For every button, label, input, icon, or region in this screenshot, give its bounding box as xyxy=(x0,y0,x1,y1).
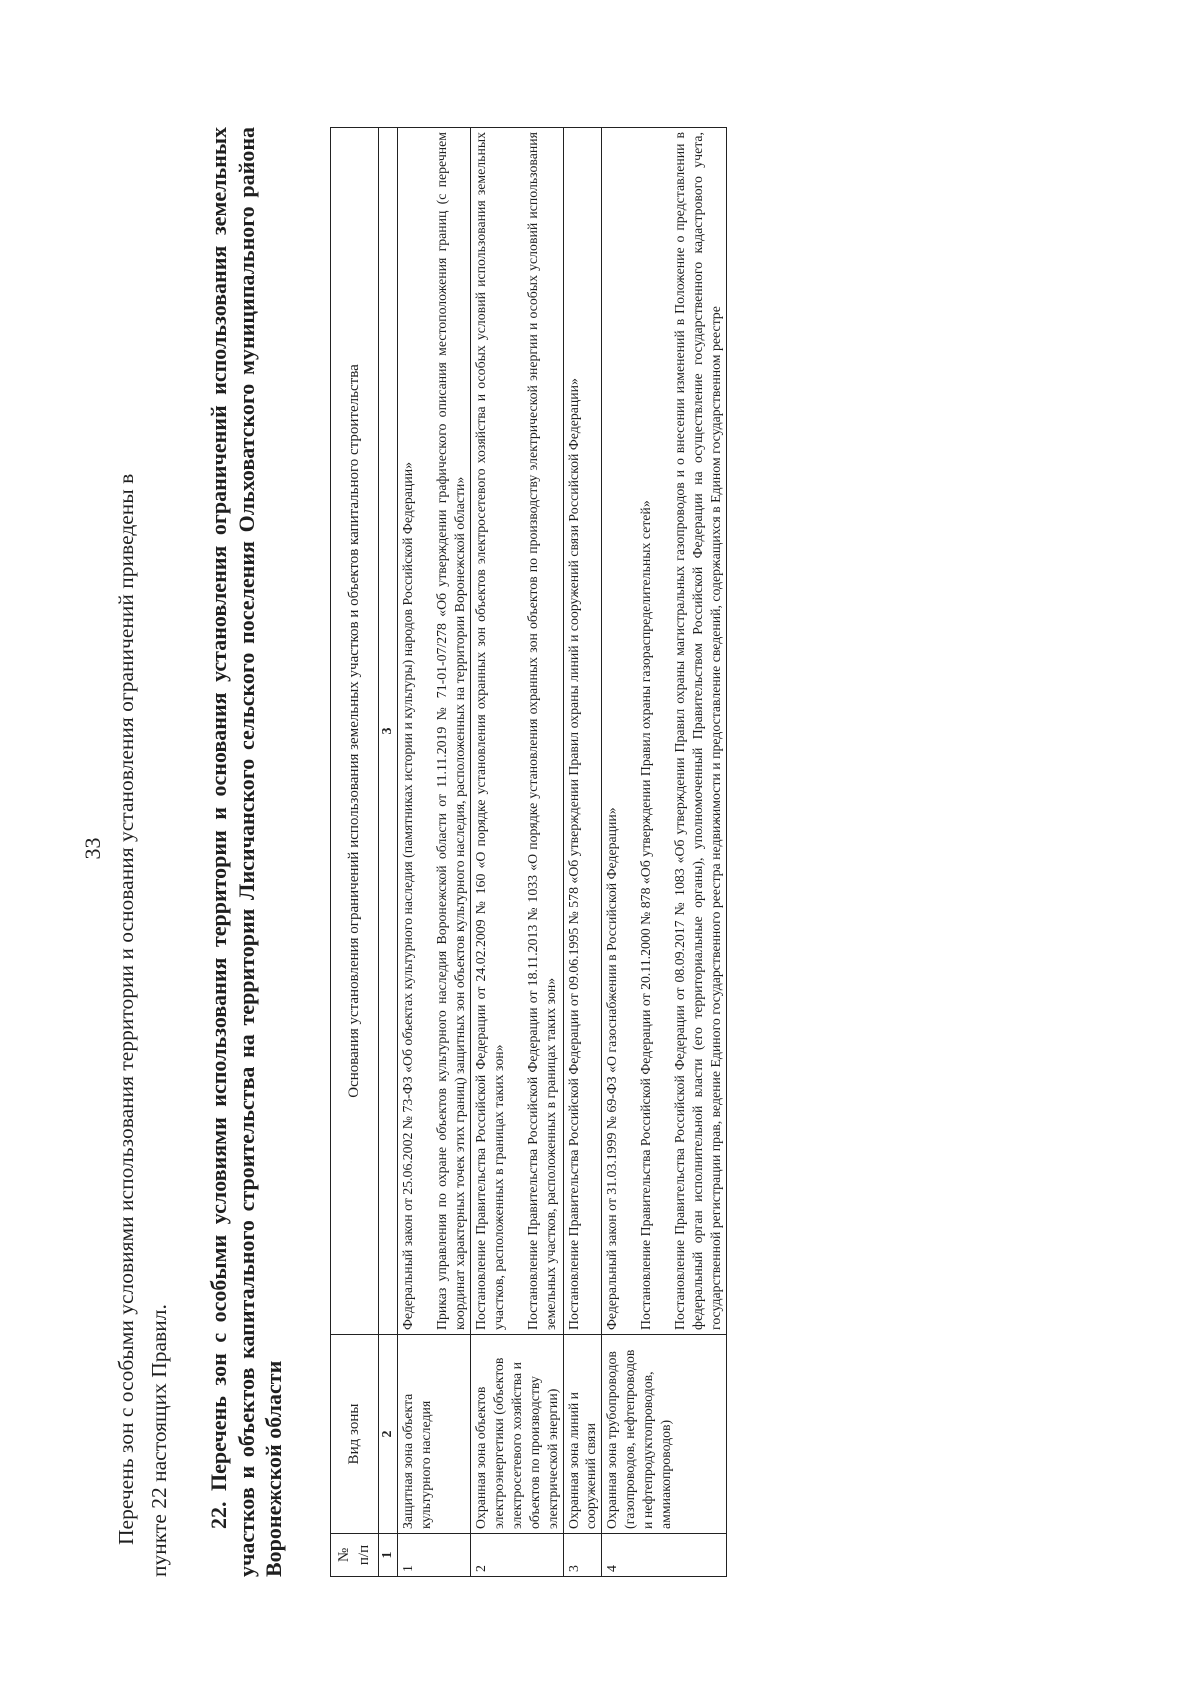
section-title-text: 22. Перечень зон с особыми условиями использования территории и основания установления ограничений использования земельных участков и объектов капитального строительства на территории Лисичанского сельского поселения Ольховатского муниципального района Воронежской области xyxy=(206,127,286,1577)
basis-cell xyxy=(398,128,471,1335)
basis-document: Федеральный закон от 31.03.1999 № 69-ФЗ «О газоснабжении в Российской Федерации» xyxy=(604,807,620,1330)
basis-document: Постановление Правительства Российской Федерации от 20.11.2000 № 878 «Об утверждении Правил охраны газораспределительных сетей» xyxy=(638,500,654,1330)
zone-kind: Охранная зона линий и сооружений связи xyxy=(563,1335,602,1534)
intro-line-2: пункте 22 настоящих Правил. xyxy=(147,1304,172,1577)
zones-table xyxy=(330,127,727,1577)
header-zone-kind: Вид зоны xyxy=(331,1335,379,1534)
row-number: 2 xyxy=(470,1534,563,1577)
basis-document: Приказ управления по охране объектов культурного наследия Воронежской области от 11.11.2019 № 71-01-07/278 «Об утверждении графического описания местоположения границ (с перечнем координат характерных точек этих границ) защитных зон объектов культурного наследия, расположенных на территории Воронежской области» xyxy=(434,132,468,1330)
basis-document: Постановление Правительства Российской Федерации от 18.11.2013 № 1033 «О порядке установления охранных зон объектов по производству электрической энергии и особых условий использования земельных участков, расположенных в границах таких зон» xyxy=(524,132,558,1330)
column-number-row xyxy=(379,128,398,1577)
intro-paragraph xyxy=(110,127,177,1577)
row-number: 4 xyxy=(602,1534,727,1577)
zone-kind: Защитная зона объекта культурного наследия xyxy=(398,1335,471,1534)
table-row xyxy=(398,128,471,1577)
zone-kind: Охранная зона трубопроводов (газопроводов, нефтепроводов и нефтепродуктопроводов, аммиакопроводов) xyxy=(602,1335,727,1534)
basis-cell xyxy=(470,128,563,1335)
basis-document: Федеральный закон от 25.06.2002 № 73-ФЗ «Об объектах культурного наследия (памятниках истории и культуры) народов Российской Федерации» xyxy=(400,462,416,1330)
row-number: 1 xyxy=(398,1534,471,1577)
row-number: 3 xyxy=(563,1534,602,1577)
header-number: № п/п xyxy=(331,1534,379,1577)
column-number: 3 xyxy=(379,128,398,1335)
table-row xyxy=(470,128,563,1577)
table-header-row xyxy=(331,128,379,1577)
page-number: 33 xyxy=(80,837,105,860)
zone-kind: Охранная зона объектов электроэнергетики (объектов электросетевого хозяйства и объектов по производству электрической энергии) xyxy=(470,1335,563,1534)
intro-line-1: Перечень зон с особыми условиями использования территории и основания установления ограничений приведены в xyxy=(114,473,138,1545)
column-number: 1 xyxy=(379,1534,398,1577)
basis-document: Постановление Правительства Российской Федерации от 24.02.2009 № 160 «О порядке установления охранных зон объектов электросетевого хозяйства и особых условий использования земельных участков, расположенных в границах таких зон» xyxy=(472,132,506,1330)
basis-cell xyxy=(602,128,727,1335)
column-number: 2 xyxy=(379,1335,398,1534)
table-row xyxy=(563,128,602,1577)
section-title xyxy=(205,127,288,1577)
table-row xyxy=(602,128,727,1577)
header-basis: Основания установления ограничений использования земельных участков и объектов капитального строительства xyxy=(331,128,379,1335)
basis-cell xyxy=(563,128,602,1335)
basis-document: Постановление Правительства Российской Федерации от 08.09.2017 № 1083 «Об утверждении Правил охраны магистральных газопроводов и о внесении изменений в Положение о представлении в федеральный орган исполнительной власти (его территориальные органы), уполномоченный Правительством Российской Федерации на осуществление государственного кадастрового учета, государственной регистрации прав, ведение Единого государственного реестра недвижимости и предоставление сведений, содержащихся в Едином государственном реестре xyxy=(672,132,724,1330)
basis-document: Постановление Правительства Российской Федерации от 09.06.1995 № 578 «Об утверждении Правил охраны линий и сооружений связи Российской Федерации» xyxy=(565,378,581,1330)
